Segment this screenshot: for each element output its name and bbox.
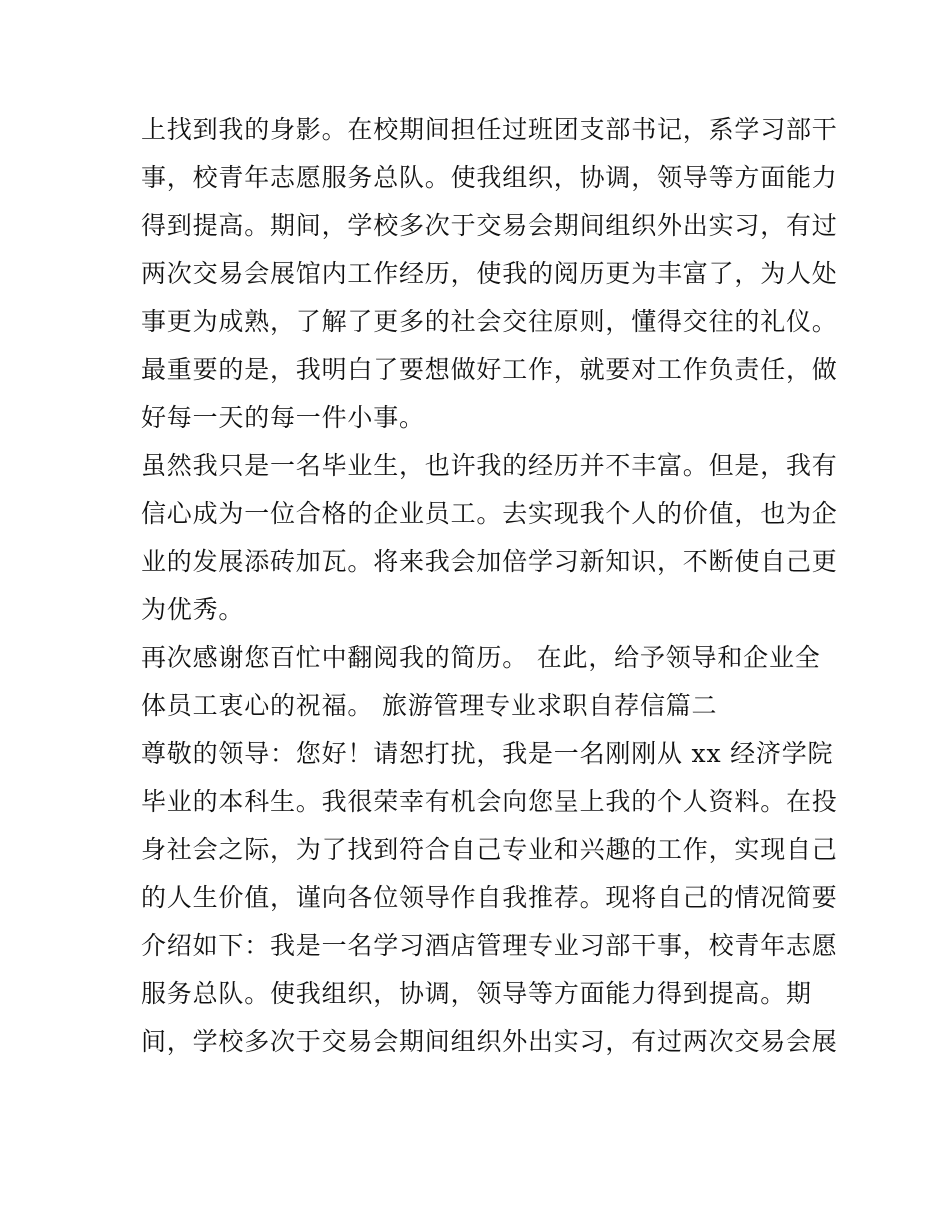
- text-line: 得到提高。期间，学校多次于交易会期间组织外出实习，有过: [141, 211, 838, 240]
- text-line: 的人生价值，谨向各位领导作自我推荐。现将自己的情况简要: [141, 883, 838, 912]
- text-line: 再次感谢您百忙中翻阅我的简历。 在此，给予领导和企业全: [141, 643, 821, 672]
- text-line: 为优秀。: [141, 595, 245, 624]
- text-line: 两次交易会展馆内工作经历，使我的阅历更为丰富了，为人处: [141, 259, 838, 288]
- text-line: 信心成为一位合格的企业员工。去实现我个人的价值，也为企: [141, 499, 838, 528]
- text-line: 身社会之际，为了找到符合自己专业和兴趣的工作，实现自己: [141, 835, 838, 864]
- text-line: 上找到我的身影。在校期间担任过班团支部书记，系学习部干: [141, 115, 838, 144]
- text-line: 事，校青年志愿服务总队。使我组织，协调，领导等方面能力: [141, 163, 838, 192]
- text-line: 最重要的是，我明白了要想做好工作，就要对工作负责任，做: [141, 355, 838, 384]
- text-line: 体员工衷心的祝福。 旅游管理专业求职自荐信篇二: [141, 691, 718, 720]
- text-line: 介绍如下：我是一名学习酒店管理专业习部干事，校青年志愿: [141, 931, 838, 960]
- text-line: 事更为成熟，了解了更多的社会交往原则，懂得交往的礼仪。: [141, 307, 838, 336]
- text-line: 好每一天的每一件小事。: [141, 403, 425, 432]
- text-line: 毕业的本科生。我很荣幸有机会向您呈上我的个人资料。在投: [141, 787, 838, 816]
- text-line: 服务总队。使我组织，协调，领导等方面能力得到提高。期: [141, 979, 812, 1008]
- text-line: 虽然我只是一名毕业生，也许我的经历并不丰富。但是，我有: [141, 451, 838, 480]
- text-line: 业的发展添砖加瓦。将来我会加倍学习新知识，不断使自己更: [141, 547, 838, 576]
- text-line: 尊敬的领导：您好！请恕打扰，我是一名刚刚从 xx 经济学院: [141, 739, 834, 768]
- text-line: 间，学校多次于交易会期间组织外出实习，有过两次交易会展: [141, 1027, 838, 1056]
